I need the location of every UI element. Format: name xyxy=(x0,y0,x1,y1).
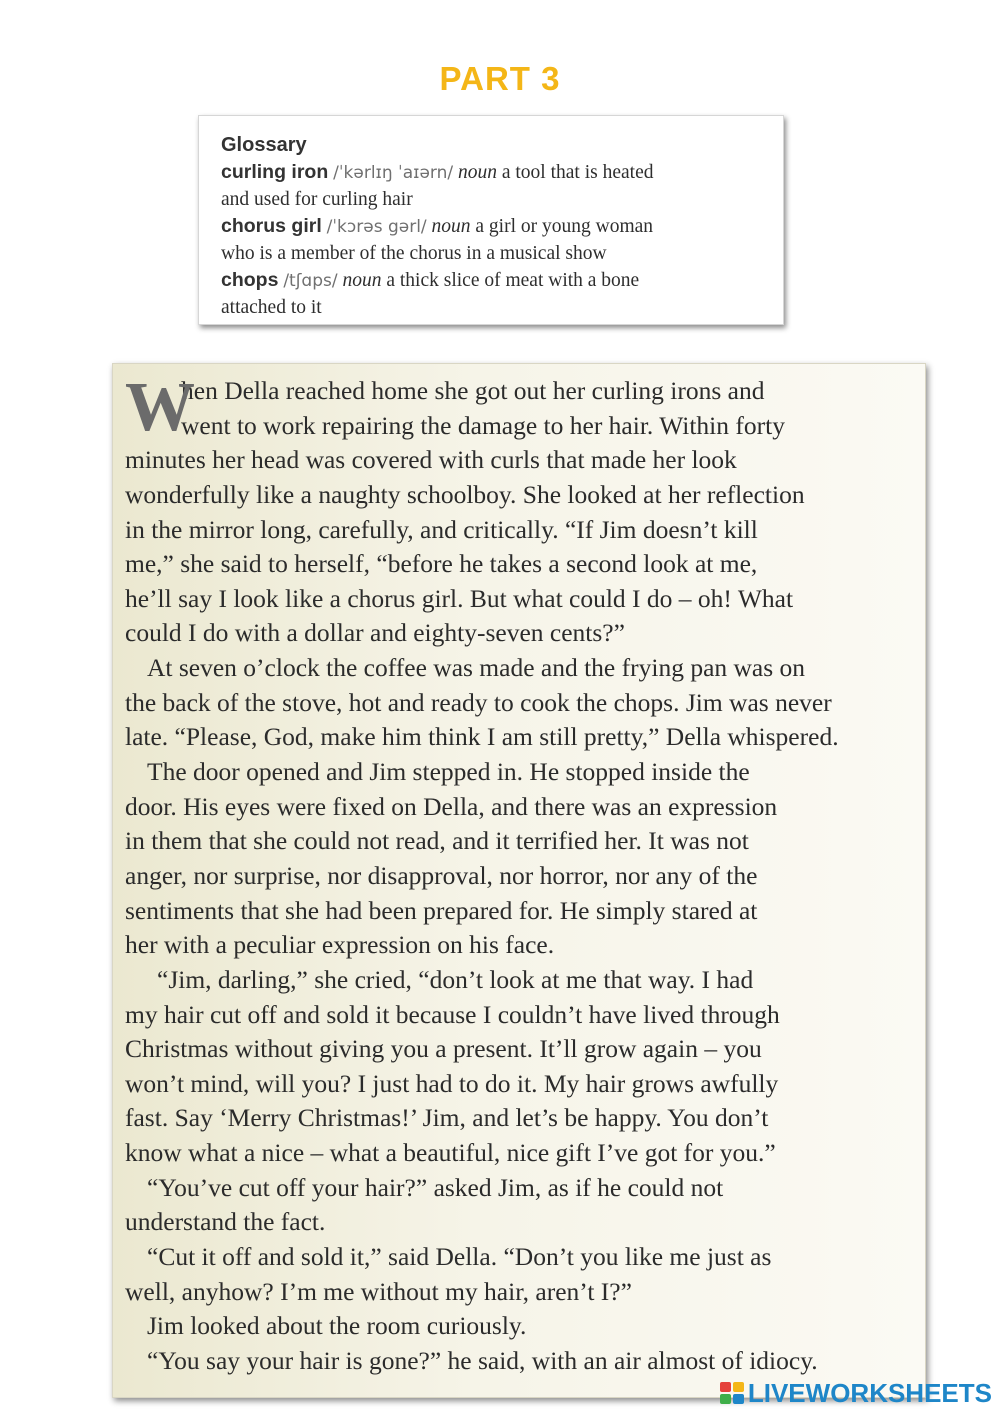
story-line: could I do with a dollar and eighty-seven cents?” xyxy=(125,618,625,648)
drop-cap: W xyxy=(125,369,195,446)
glossary-part-of-speech: noun xyxy=(431,216,471,237)
logo-tile-red xyxy=(720,1382,731,1392)
glossary-entry-chops xyxy=(221,267,763,295)
story-passage xyxy=(112,363,926,1398)
glossary-part-of-speech: noun xyxy=(342,270,382,291)
glossary-pronunciation: /ˈkərlɪŋ ˈaɪərn/ xyxy=(333,163,454,183)
story-line: won’t mind, will you? I just had to do it. My hair grows awfully xyxy=(125,1068,779,1098)
glossary-definition: a tool that is heated xyxy=(501,162,654,183)
story-line: went to work repairing the damage to her hair. Within forty xyxy=(181,410,785,440)
story-line: he’ll say I look like a chorus girl. But what could I do – oh! What xyxy=(125,583,794,613)
story-line: my hair cut off and sold it because I couldn’t have lived through xyxy=(125,999,780,1029)
glossary-definition-continued: attached to it xyxy=(221,296,322,318)
glossary-part-of-speech: noun xyxy=(457,162,497,183)
story-line: fast. Say ‘Merry Christmas!’ Jim, and let’s be happy. You don’t xyxy=(125,1103,769,1133)
story-line: well, anyhow? I’m me without my hair, aren’t I?” xyxy=(125,1276,632,1306)
glossary-entry-curling-iron xyxy=(221,159,763,187)
story-line: “You’ve cut off your hair?” asked Jim, as if he could not xyxy=(147,1172,724,1202)
glossary-term: curling iron xyxy=(221,161,329,183)
glossary-term: chops xyxy=(221,269,279,291)
story-line: minutes her head was covered with curls that made her look xyxy=(125,445,737,475)
story-line: her with a peculiar expression on his face. xyxy=(125,930,555,960)
story-line: Christmas without giving you a present. It’ll grow again – you xyxy=(125,1034,762,1064)
story-line: late. “Please, God, make him think I am still pretty,” Della whispered. xyxy=(125,722,839,752)
glossary-term: chorus girl xyxy=(221,215,322,237)
story-line: understand the fact. xyxy=(125,1207,326,1237)
glossary-box xyxy=(198,115,784,325)
liveworksheets-watermark xyxy=(720,1377,992,1409)
story-line: know what a nice – what a beautiful, nice gift I’ve got for you.” xyxy=(125,1138,776,1168)
story-line: wonderfully like a naughty schoolboy. She looked at her reflection xyxy=(125,479,805,509)
story-line: me,” she said to herself, “before he takes a second look at me, xyxy=(125,549,758,579)
story-line: door. His eyes were fixed on Della, and there was an expression xyxy=(125,791,778,821)
story-line: “Cut it off and sold it,” said Della. “Don’t you like me just as xyxy=(147,1242,772,1272)
story-line: in them that she could not read, and it terrified her. It was not xyxy=(125,826,749,856)
glossary-definition: a thick slice of meat with a bone xyxy=(386,270,640,291)
glossary-pronunciation: /tʃɑps/ xyxy=(283,271,338,291)
story-line: “Jim, darling,” she cried, “don’t look at me that way. I had xyxy=(157,964,754,994)
story-line: “You say your hair is gone?” he said, with an air almost of idiocy. xyxy=(147,1345,818,1375)
glossary-entry-chorus-girl xyxy=(221,213,763,241)
story-line: sentiments that she had been prepared for. He simply stared at xyxy=(125,895,758,925)
story-line: The door opened and Jim stepped in. He stopped inside the xyxy=(147,757,750,787)
logo-tile-yellow xyxy=(733,1382,744,1392)
glossary-definition-continued: and used for curling hair xyxy=(221,188,413,210)
glossary-pronunciation: /ˈkɔrəs gərl/ xyxy=(326,217,427,237)
glossary-heading: Glossary xyxy=(221,134,307,156)
story-line: the back of the stove, hot and ready to cook the chops. Jim was never xyxy=(125,687,832,717)
story-line: anger, nor surprise, nor disapproval, nor horror, nor any of the xyxy=(125,860,758,890)
story-line-text: hen Della reached home she got out her curling irons and xyxy=(181,376,765,405)
logo-tile-blue xyxy=(733,1394,744,1404)
part-title: PART 3 xyxy=(439,60,561,97)
glossary-definition-continued: who is a member of the chorus in a musical show xyxy=(221,242,607,264)
watermark-text: LIVEWORKSHEETS xyxy=(747,1377,992,1408)
story-line: At seven o’clock the coffee was made and the frying pan was on xyxy=(147,653,806,683)
story-line: Jim looked about the room curiously. xyxy=(147,1311,527,1341)
glossary-definition: a girl or young woman xyxy=(475,216,654,237)
liveworksheets-logo-icon xyxy=(720,1382,744,1404)
story-line: in the mirror long, carefully, and critically. “If Jim doesn’t kill xyxy=(125,514,758,544)
logo-tile-green xyxy=(720,1394,731,1404)
